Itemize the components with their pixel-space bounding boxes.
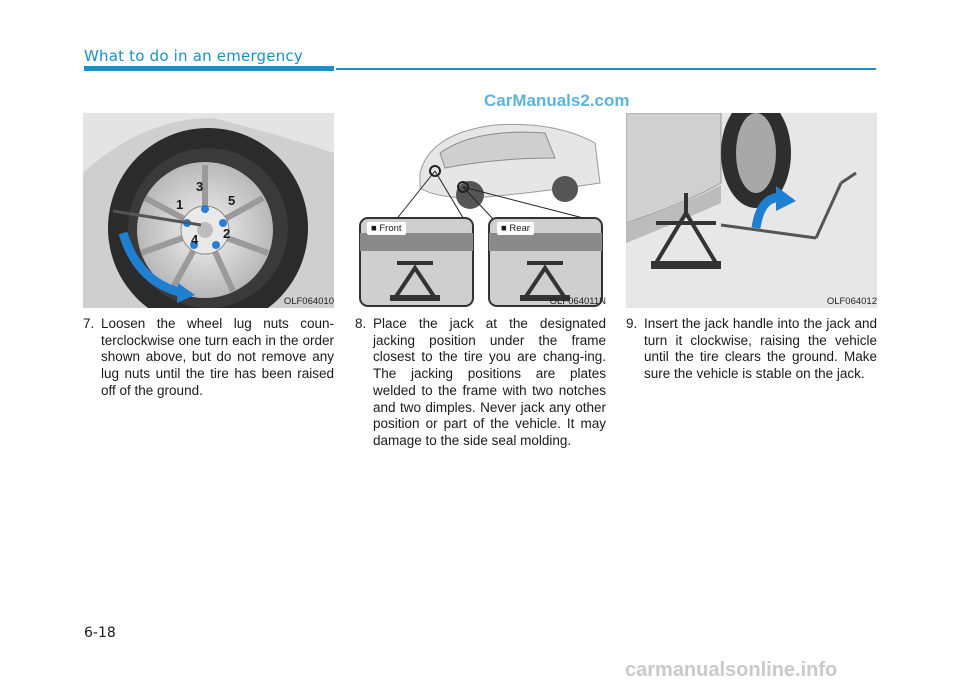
lug-number-5: 5 bbox=[228, 193, 236, 208]
section-title: What to do in an emergency bbox=[84, 47, 303, 65]
step-text: Insert the jack handle into the jack and turn it clockwise, raising the vehicle until the tire clears the ground. Make sure the vehicle is stable on the jack. bbox=[644, 316, 877, 382]
step-7 bbox=[83, 316, 334, 400]
rear-label: ■ Rear bbox=[497, 222, 534, 235]
step-number: 8. bbox=[355, 316, 367, 331]
watermark-top[interactable]: CarManuals2.com bbox=[484, 91, 630, 110]
page-number: 6-18 bbox=[84, 625, 116, 641]
step-text: Loosen the wheel lug nuts coun-terclockwise one turn each in the order shown above, but do not remove any lug nuts until the tire has been raised off of the ground. bbox=[101, 316, 334, 398]
step-text: Place the jack at the designated jacking position under the frame closest to the tire you are chang-ing. The jacking positions are plates welded to the frame with two notches and two dimples. Never jack any other position or part of the vehicle. It may damage to the side seal molding. bbox=[373, 316, 606, 448]
step-8 bbox=[355, 316, 606, 450]
step-number: 9. bbox=[626, 316, 638, 331]
step-number: 7. bbox=[83, 316, 95, 331]
header-rule-thin bbox=[336, 68, 876, 70]
figure-wheel-lug-nuts bbox=[83, 113, 334, 308]
figure-jack-handle bbox=[626, 113, 877, 308]
lug-number-4: 4 bbox=[191, 232, 199, 247]
figure-code-3: OLF064012 bbox=[826, 296, 877, 307]
lug-number-1: 1 bbox=[176, 197, 184, 212]
lug-number-2: 2 bbox=[223, 226, 231, 241]
header-rule-thick bbox=[84, 66, 334, 71]
figure-jacking-positions bbox=[355, 113, 606, 308]
figure-code-1: OLF064010 bbox=[283, 296, 334, 307]
figure-code-2: OLF064011N bbox=[549, 296, 606, 307]
front-label: ■ Front bbox=[367, 222, 406, 235]
step-9 bbox=[626, 316, 877, 383]
watermark-bottom[interactable]: carmanualsonline.info bbox=[625, 659, 838, 681]
lug-number-3: 3 bbox=[196, 179, 204, 194]
